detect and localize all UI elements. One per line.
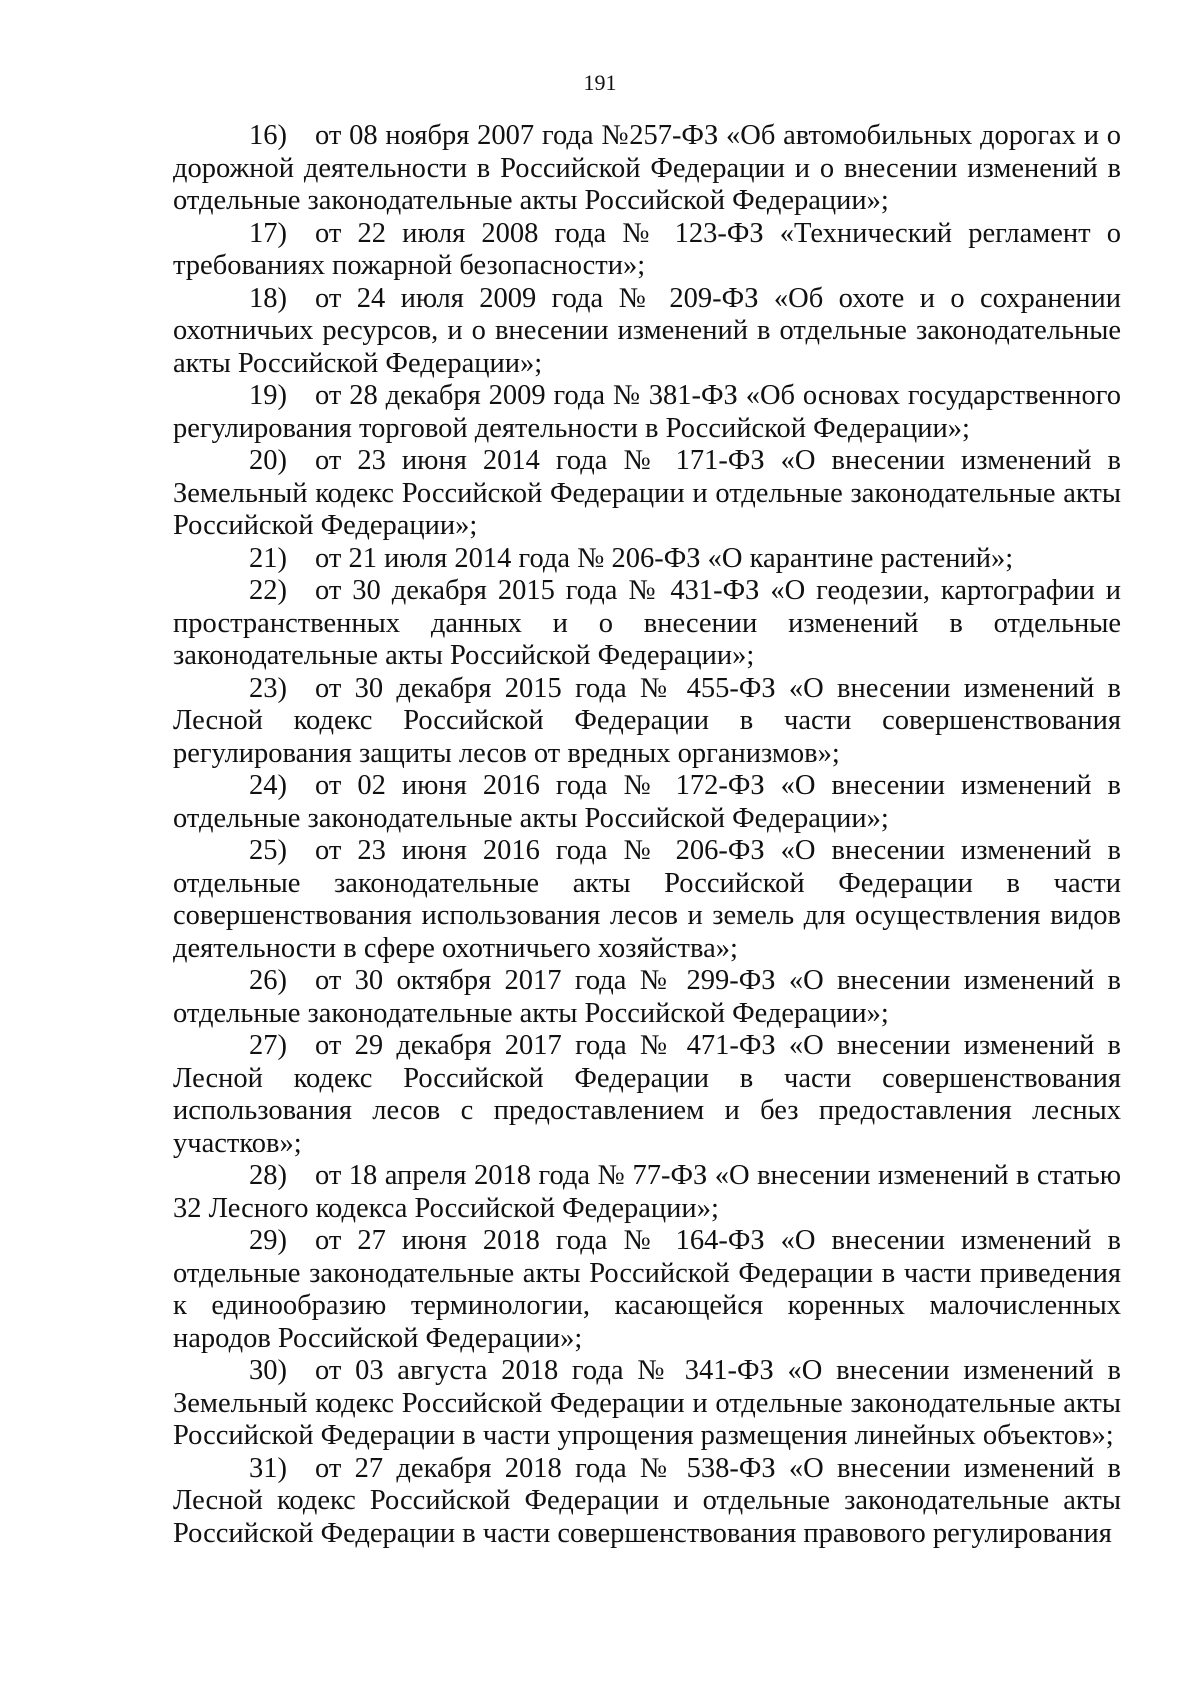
list-item-number: 26) — [249, 965, 287, 996]
list-item-number: 16) — [249, 120, 287, 151]
list-item-text: от 29 декабря 2017 года № 471-ФЗ «О внесении изменений в Лесной кодекс Российской Федерации в части совершенствования использования лесов с предоставлением и без предоставления лесных участков»; — [173, 1030, 1121, 1159]
list-item-text: от 23 июня 2016 года № 206-ФЗ «О внесении изменений в отдельные законодательные акты Российской Федерации в части совершенствования использования лесов и земель для осуществления видов деятельности в сфере охотничьего хозяйства»; — [173, 835, 1121, 964]
list-item — [173, 575, 1121, 673]
list-item-number: 21) — [249, 542, 287, 574]
list-item-number: 27) — [249, 1030, 287, 1061]
list-item-number: 17) — [249, 217, 287, 249]
list-item — [173, 380, 1121, 445]
list-item — [173, 120, 1121, 218]
list-item-number: 24) — [249, 770, 287, 801]
list-item — [173, 1160, 1121, 1225]
list-item — [173, 835, 1121, 965]
list-item-text: от 18 апреля 2018 года № 77-ФЗ «О внесении изменений в статью 32 Лесного кодекса Российской Федерации»; — [173, 1160, 1121, 1224]
list-item-text: от 30 декабря 2015 года № 455-ФЗ «О внесении изменений в Лесной кодекс Российской Федерации в части совершенствования регулирования защиты лесов от вредных организмов»; — [173, 672, 1121, 769]
page-number: 191 — [583, 70, 617, 95]
list-item-number: 19) — [249, 380, 287, 411]
list-item-text: от 30 декабря 2015 года № 431-ФЗ «О геодезии, картографии и пространственных данных и о внесении изменений в отдельные законодательные акты Российской Федерации»; — [173, 575, 1121, 671]
list-item-text: от 27 июня 2018 года № 164-ФЗ «О внесении изменений в отдельные законодательные акты Российской Федерации в части приведения к единообразию терминологии, касающейся коренных малочисленных народов Российской Федерации»; — [173, 1225, 1121, 1354]
list-item-number: 30) — [249, 1355, 287, 1386]
list-item-text: от 22 июля 2008 года № 123-ФЗ «Технический регламент о требованиях пожарной безопасности»; — [173, 217, 1121, 281]
list-item — [173, 673, 1121, 771]
list-item — [173, 445, 1121, 543]
list-item — [173, 965, 1121, 1030]
list-item-number: 28) — [249, 1160, 287, 1191]
list-item-number: 25) — [249, 835, 287, 866]
list-item — [173, 1453, 1121, 1551]
list-item-text: от 24 июля 2009 года № 209-ФЗ «Об охоте и о сохранении охотничьих ресурсов, и о внесении изменений в отдельные законодательные акты Российской Федерации»; — [173, 282, 1121, 379]
list-item — [173, 283, 1121, 381]
list-item-text: от 03 августа 2018 года № 341-ФЗ «О внесении изменений в Земельный кодекс Российской Федерации и отдельные законодательные акты Российской Федерации в части упрощения размещения линейных объектов»; — [173, 1355, 1121, 1451]
list-item-number: 29) — [249, 1225, 287, 1256]
list-item — [173, 218, 1121, 283]
list-item-text: от 23 июня 2014 года № 171-ФЗ «О внесении изменений в Земельный кодекс Российской Федерации и отдельные законодательные акты Российской Федерации»; — [173, 445, 1121, 541]
list-item — [173, 1355, 1121, 1453]
list-item — [173, 1030, 1121, 1160]
list-item-number: 22) — [249, 575, 287, 606]
list-item-text: от 21 июля 2014 года № 206-ФЗ «О карантине растений»; — [315, 542, 1014, 574]
list-item-text: от 30 октября 2017 года № 299-ФЗ «О внесении изменений в отдельные законодательные акты Российской Федерации»; — [173, 965, 1121, 1029]
list-item-text: от 28 декабря 2009 года № 381-ФЗ «Об основах государственного регулирования торговой деятельности в Российской Федерации»; — [173, 380, 1121, 444]
list-item-number: 20) — [249, 445, 287, 476]
list-item-text: от 27 декабря 2018 года № 538-ФЗ «О внесении изменений в Лесной кодекс Российской Федерации и отдельные законодательные акты Российской Федерации в части совершенствования правового регулирования — [173, 1452, 1121, 1549]
list-item — [173, 543, 1121, 576]
list-item-number: 18) — [249, 282, 287, 314]
list-item-text: от 08 ноября 2007 года №257-ФЗ «Об автомобильных дорогах и о дорожной деятельности в Российской Федерации и о внесении изменений в отдельные законодательные акты Российской Федерации»; — [173, 120, 1121, 216]
list-item-number: 23) — [249, 672, 287, 704]
list-item-number: 31) — [249, 1452, 287, 1484]
list-item — [173, 770, 1121, 835]
list-item — [173, 1225, 1121, 1355]
law-list — [173, 120, 1121, 1550]
list-item-text: от 02 июня 2016 года № 172-ФЗ «О внесении изменений в отдельные законодательные акты Российской Федерации»; — [173, 770, 1121, 834]
